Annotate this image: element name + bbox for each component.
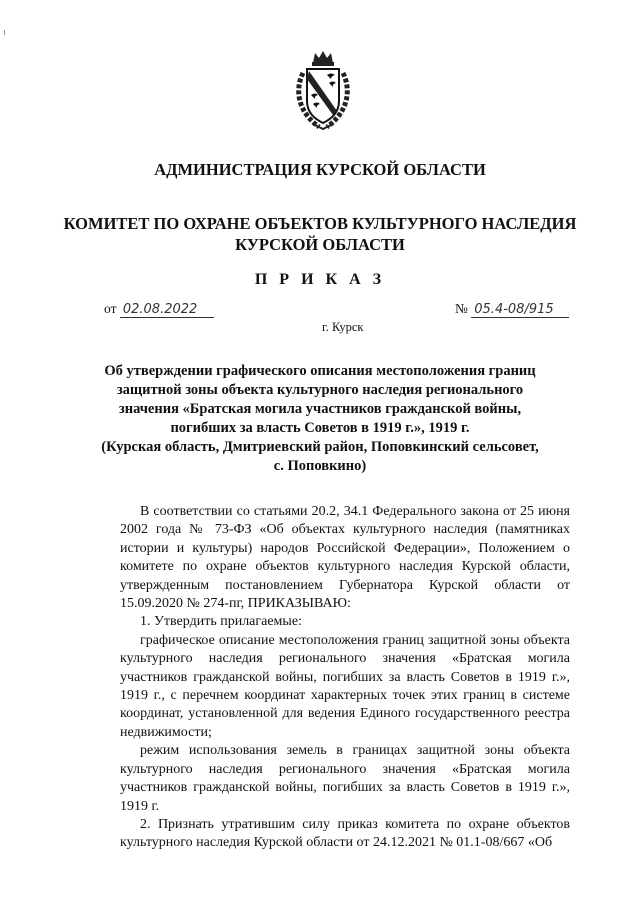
administration-heading: АДМИНИСТРАЦИЯ КУРСКОЙ ОБЛАСТИ	[154, 160, 486, 179]
order-body	[120, 503, 570, 853]
order-heading: П Р И К А З	[254, 271, 386, 288]
scan-mark	[4, 30, 5, 35]
date-handwritten: 02.08.2022	[120, 302, 214, 318]
city-label: г. Курск	[322, 320, 364, 334]
title-line: (Курская область, Дмитриевский район, Поповкинский сельсовет,	[101, 439, 539, 455]
body-paragraph-item-1: 1. Утвердить прилагаемые:	[140, 614, 302, 630]
number-prefix: №	[455, 301, 468, 316]
date-prefix: от	[104, 301, 117, 316]
title-line: защитной зоны объекта культурного наследия регионального	[116, 382, 524, 398]
order-number	[455, 301, 569, 318]
committee-heading-line2: КУРСКОЙ ОБЛАСТИ	[235, 235, 405, 254]
committee-heading-line1: КОМИТЕТ ПО ОХРАНЕ ОБЪЕКТОВ КУЛЬТУРНОГО НАСЛЕДИЯ	[63, 214, 577, 233]
body-paragraph-graphic-description: графическое описание местоположения границ защитной зоны объекта культурного наследия регионального значения «Братская могила участников гражданской войны, погибших за власть Советов в 1919 г.», 1919 г., с перечнем координат характерных точек этих границ в системе координат, установленной для ведения Единого государственного реестра недвижимости;	[120, 632, 570, 740]
body-paragraph-item-2: 2. Признать утратившим силу приказ комитета по охране объектов культурного наследия Курской области от 24.12.2021 № 01.1-08/667 «Об	[120, 816, 570, 851]
title-line: с. Поповкино)	[273, 458, 367, 474]
title-line: значения «Братская могила участников гражданской войны,	[118, 401, 522, 417]
order-title	[0, 362, 640, 476]
committee-heading	[0, 213, 640, 255]
body-paragraph-land-use-regime: режим использования земель в границах защитной зоны объекта культурного наследия регионального значения «Братская могила участников гражданской войны, погибших за власть Советов в 1919 г.», 1919 г.	[120, 743, 570, 814]
number-handwritten: 05.4-08/915	[471, 302, 569, 318]
title-line: Об утверждении графического описания местоположения границ	[104, 363, 536, 379]
title-line: погибших за власть Советов в 1919 г.», 1919 г.	[170, 420, 470, 436]
coat-of-arms-emblem	[293, 49, 353, 133]
order-date	[104, 301, 214, 318]
body-paragraph-legal-basis: В соответствии со статьями 20.2, 34.1 Федерального закона от 25 июня 2002 года № 73-ФЗ «Об объектах культурного наследия (памятниках истории и культуры) народов Российской Федерации», Положением о комитете по охране объектов культурного наследия Курской области, утвержденным постановлением Губернатора Курской области от 15.09.2020 № 274-пг, ПРИКАЗЫВАЮ:	[120, 504, 570, 612]
